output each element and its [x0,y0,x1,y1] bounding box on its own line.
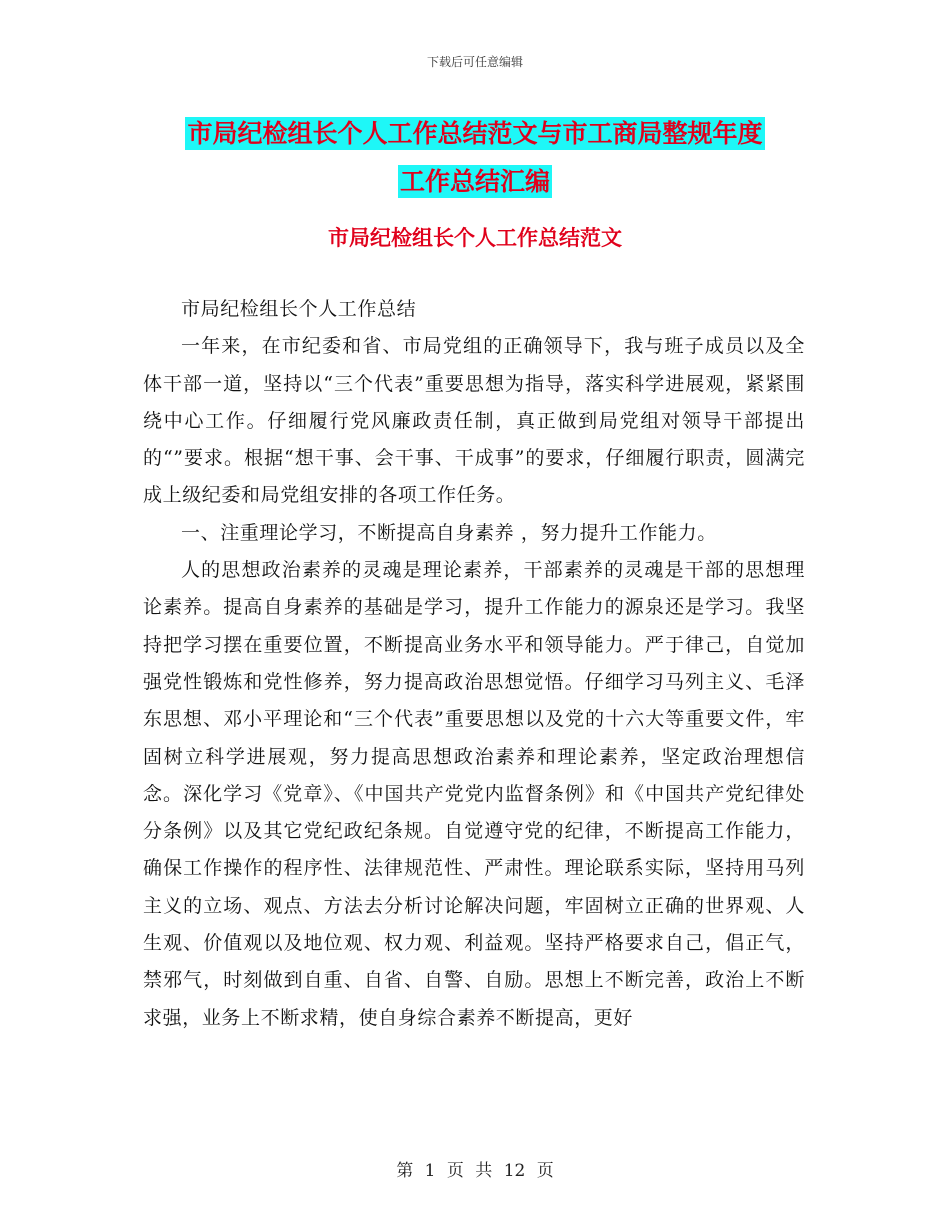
document-title-line-1: 市局纪检组长个人工作总结范文与市工商局整规年度 [187,119,763,148]
page-header: 下载后可任意编辑 [426,55,523,69]
footer-page-number: 1 [424,1161,436,1181]
paragraph-subtitle: 市局纪检组长个人工作总结 [181,298,417,320]
page-footer [0,1156,950,1181]
paragraph-heading-1: 一、注重理论学习，不断提高自身素养 ，努力提升工作能力。 [181,521,717,544]
document-title-line-2: 工作总结汇编 [399,167,550,196]
document-body [143,291,805,1037]
document-title [140,110,810,206]
paragraph-intro: 一年来，在市纪委和省、市局党组的正确领导下，我与班子成员以及全体干部一道，坚持以“三个代表”重要思想为指导，落实科学进展观，紧紧围绕中心工作。仔细履行党风廉政责任制，真正做到局党组对领导干部提出的“”要求。根据“想干事、会干事、干成事”的要求，仔细履行职责，圆满完成上级纪委和局党组安排的各项工作任务。 [143,335,805,507]
footer-label-page: 第 [396,1161,414,1181]
section-title: 市局纪检组长个人工作总结范文 [328,226,622,250]
paragraph-body-1: 人的思想政治素养的灵魂是理论素养，干部素养的灵魂是干部的思想理论素养。提高自身素养的基础是学习，提升工作能力的源泉还是学习。我坚持把学习摆在重要位置，不断提高业务水平和领导能力。严于律己，自觉加强党性锻炼和党性修养，努力提高政治思想觉悟。仔细学习马列主义、毛泽东思想、邓小平理论和“三个代表”重要思想以及党的十六大等重要文件，牢固树立科学进展观，努力提高思想政治素养和理论素养，坚定政治理想信念。深化学习《党章》、《中国共产党党内监督条例》和《中国共产党纪律处分条例》以及其它党纪政纪条规。自觉遵守党的纪律，不断提高工作能力，确保工作操作的程序性、法律规范性、严肃性。理论联系实际，坚持用马列主义的立场、观点、方法去分析讨论解决问题，牢固树立正确的世界观、人生观、价值观以及地位观、权力观、利益观。坚持严格要求自己，倡正气，禁邪气，时刻做到自重、自省、自警、自励。思想上不断完善，政治上不断求强，业务上不断求精，使自身综合素养不断提高，更好 [143,559,805,1029]
footer-total-pages: 12 [503,1161,526,1181]
footer-label-total: 共 [475,1161,493,1181]
footer-label-page-unit: 页 [446,1161,464,1181]
footer-label-total-unit: 页 [536,1161,554,1181]
